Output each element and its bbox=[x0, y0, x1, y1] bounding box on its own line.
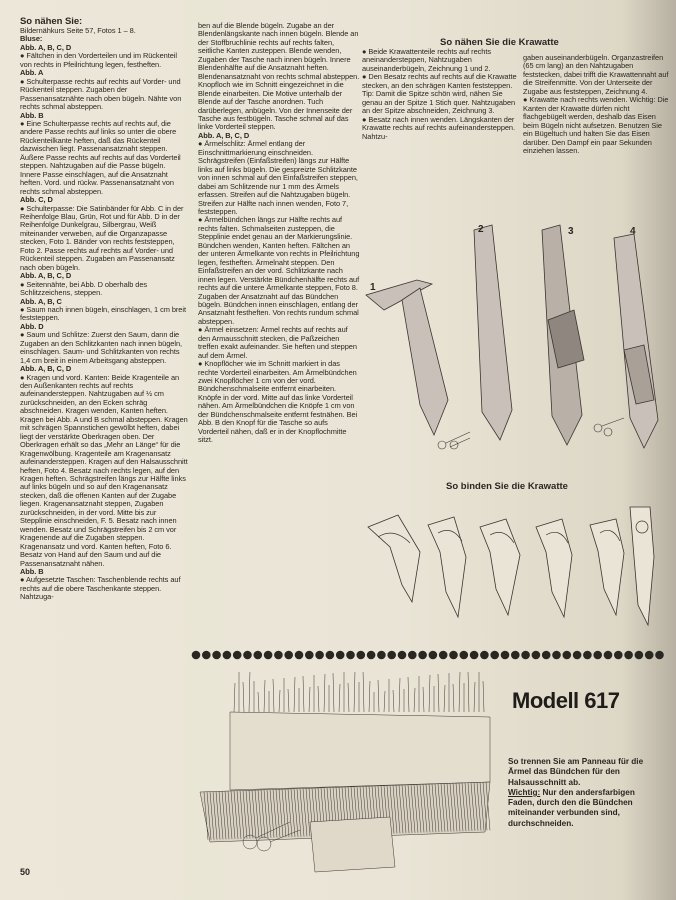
paragraph: ● Ärmelbündchen längs zur Hälfte rechts auf rechts falten. Schmalseiten zusteppen, die Stepplinie endet genau an der Markierungslinie. Bündchen wenden, Kanten heften. Fältchen an der unteren Ärmelkante von rechts in Pfeilrichtung legen, festheften. Ärmelnaht steppen. Den Einfaßstreifen an der vord. Schlitzkante nach innen legen. Verstärkte Bündchenhälfte rechts auf rechts auf die untere Ärmelkante steppen, Foto 8. Zugaben der Ansatznaht auf das Bündchen bügeln. Bündchen innen einschlagen, entlang der Ansatznaht festheften. Von rechts rundum schmal absteppen. bbox=[198, 215, 360, 326]
fringe-thread bbox=[399, 678, 400, 712]
divider-dot bbox=[408, 651, 417, 660]
divider-dot bbox=[624, 651, 633, 660]
paragraph: ● Saum nach innen bügeln, einschlagen, 1 cm breit feststeppen. bbox=[20, 304, 186, 323]
divider-dot bbox=[439, 651, 448, 660]
fringe-thread bbox=[423, 687, 424, 712]
divider-dot bbox=[501, 651, 510, 660]
paragraph: ● Schulterpasse: Die Satinbänder für Abb. C in der Reihenfolge Blau, Grün, Rot und für Abb. D in der Reihenfolge Dunkelgrau, Silbergrau, Weiß miteinander verweben, auf die Organzapasse stecken, Foto 1. Bänder von rechts feststeppen, Foto 2. Passe rechts auf rechts auf Vorder- und Rückenteil steppen. Zugaben am Passenansatz nach oben bügeln. bbox=[20, 203, 184, 272]
heading: So nähen Sie: bbox=[20, 16, 83, 27]
divider-dot bbox=[357, 651, 366, 660]
fringe-thread bbox=[339, 684, 340, 712]
paragraph: ● Krawatte nach rechts wenden. Wichtig: Die Kanten der Krawatte dürfen nicht flachgebügelt werden, deshalb das Eisen beim Bügeln nicht aufsetzen. Benutzen Sie ein Bügeltuch und halten Sie das Eisen darüber. Den Dampf ein paar Sekunden einziehen lassen. bbox=[523, 95, 669, 155]
abb-label: Abb. A, B, C, D bbox=[198, 130, 250, 140]
fringe-thread bbox=[333, 673, 334, 712]
divider-dot bbox=[398, 651, 407, 660]
abb-label: Abb. B bbox=[20, 567, 44, 576]
paragraph: ● Saum und Schlitze: Zuerst den Saum, dann die Zugaben an den Schlitzkanten nach innen bügeln, einschlagen. Saum- und Schlitzkanten von rechts 1,4 cm breit in einem Arbeitsgang absteppen. bbox=[20, 330, 183, 365]
paragraph: ● Eine Schulterpasse rechts auf rechts auf, die andere Passe rechts auf links so unter die obere Rückenteilkante heften, daß das Rückenteil dazwischen liegt. Passenansatznaht steppen. Äußere Passe rechts auf rechts auf das Vorderteil steppen. Nahtzugaben auf die Passe bügeln. Innere Passe einschlagen, auf die Ansatznaht heften. Vord. und rückw. Passenansatznaht von rechts schmal absteppen. bbox=[20, 118, 181, 196]
fringe-thread bbox=[348, 683, 349, 712]
divider-dot bbox=[367, 651, 376, 660]
intro: Bildernähkurs Seite 57, Fotos 1 – 8. bbox=[20, 26, 136, 35]
abb-label: Abb. A, B, C, D bbox=[20, 271, 72, 281]
drawing-label: 2 bbox=[478, 224, 484, 235]
fringe-thread bbox=[393, 690, 394, 712]
krawatte-column-1 bbox=[362, 48, 520, 141]
fringe-thread bbox=[273, 679, 274, 712]
paragraph: gaben auseinanderbügeln. Organzastreifen (65 cm lang) an den Nahtzugaben feststecken, dabei trifft die Krawattennaht auf die Streifenmitte. Von der Unterseite der Zugabe aus feststeppen, Zeichnung 4. bbox=[523, 53, 669, 96]
divider-dot bbox=[418, 651, 427, 660]
binden-title: So binden Sie die Krawatte bbox=[446, 481, 568, 492]
divider-dot bbox=[284, 651, 293, 660]
krawatte-title: So nähen Sie die Krawatte bbox=[440, 37, 559, 48]
divider-dot bbox=[274, 651, 283, 660]
abb-label: Abb. B bbox=[20, 110, 44, 120]
divider-dot bbox=[429, 651, 438, 660]
dotted-divider bbox=[190, 648, 670, 662]
paragraph: ● Schulterpasse rechts auf rechts auf Vorder- und Rückenteil steppen. Zugaben der Passenansatznähte nach oben bügeln. Nähte von rechts schmal absteppen. bbox=[20, 76, 182, 112]
divider-dot bbox=[532, 651, 541, 660]
abb-label: Abb. A, B, C bbox=[20, 296, 62, 306]
divider-dot bbox=[202, 651, 211, 660]
divider-dot bbox=[326, 651, 335, 660]
fringe-thread bbox=[324, 674, 325, 712]
paragraph: ● Beide Krawattenteile rechts auf rechts aneinandersteppen, Nahtzugaben auseinanderbügeln, Zeichnung 1 und 2. bbox=[362, 47, 491, 73]
divider-dot bbox=[315, 651, 324, 660]
divider-dot bbox=[490, 651, 499, 660]
fringe-thread bbox=[363, 672, 364, 712]
divider-dot bbox=[563, 651, 572, 660]
drawing-label: 1 bbox=[370, 282, 376, 293]
fringe-thread bbox=[483, 681, 484, 712]
fringe-thread bbox=[243, 682, 244, 712]
fringe-thread bbox=[453, 684, 454, 712]
fringe-thread bbox=[258, 692, 259, 712]
divider-dot bbox=[604, 651, 613, 660]
fringe-thread bbox=[249, 672, 250, 712]
divider-dot bbox=[542, 651, 551, 660]
abb-label: Abb. D bbox=[20, 321, 44, 331]
abb-label: Abb. A bbox=[20, 68, 44, 78]
divider-dot bbox=[377, 651, 386, 660]
divider-dot bbox=[593, 651, 602, 660]
paragraph: ben auf die Blende bügeln. Zugabe an der Blendenlängskante nach innen bügeln. Blende an der Stoffbruchlinie rechts auf rechts falten, seitliche Kanten zusteppen. Blende wenden, Zugaben der Tasche nach innen bügeln. Innere Blendenhälfte auf die Ansatznaht heften. Blendenansatznaht von rechts schmal absteppen. Knopfloch wie im Schnitt eingezeichnet in die Blende einarbeiten. Die Motive unterhalb der Blende auf der Tasche anordnen. Tuch darüberlegen, anbügeln. Von der Innenseite der Tasche aus festbügeln. Tasche schmal auf das linke Vorderteil steppen. bbox=[198, 21, 360, 132]
middle-column bbox=[198, 22, 360, 445]
divider-dot bbox=[521, 651, 530, 660]
abb-label: Abb. A, B, C, D bbox=[20, 42, 72, 52]
panneau-illustration bbox=[190, 672, 505, 877]
divider-dot bbox=[233, 651, 242, 660]
fringe-thread bbox=[468, 672, 469, 712]
divider-dot bbox=[264, 651, 273, 660]
paragraph: ● Ärmelschlitz: Ärmel entlang der Einschnittmarkierung einschneiden. Schrägstreifen (Einfaßstreifen) längs zur Hälfte links auf links bügeln. Die gespreizte Schlitzkante von innen schmal auf den Einfaßstreifen steppen, dabei am Schlitzende nur 1 mm des Ärmels erfassen. Streifen auf die Nahtzugaben bügeln. Streifen zur Hälfte nach innen wenden, Foto 7, feststeppen. bbox=[198, 139, 358, 216]
divider-dot bbox=[614, 651, 623, 660]
model-note: So trennen Sie am Panneau für die Ärmel das Bündchen für den Halsausschnitt ab. Wichtig: Nur den andersfarbigen Faden, durch den die Bündchen miteinander verbunden sind, durchschneiden. bbox=[508, 757, 644, 828]
fringe-thread bbox=[318, 686, 319, 712]
divider-dot bbox=[212, 651, 221, 660]
fringe-thread bbox=[369, 681, 370, 712]
divider-dot bbox=[243, 651, 252, 660]
fringe-thread bbox=[378, 680, 379, 712]
divider-dot bbox=[470, 651, 479, 660]
abb-label: Abb. C, D bbox=[20, 195, 53, 205]
fringe-thread bbox=[234, 683, 235, 712]
paragraph: ● Knopflöcher wie im Schnitt markiert in das rechte Vorderteil einarbeiten. Am Ärmelbündchen zwei Knopflöcher 1 cm von der vord. Bündchenschmalseite entfernt einarbeiten. Knöpfe in der vord. Mitte auf das linke Vorderteil nähen. Am Ärmelbündchen die Knöpfe 1 cm von der Bündchenschmalseite entfernt festnähen. Bei Abb. B den Knopf für die Tasche so aufs Vorderteil nähen, daß er in der Knopflochmitte sitzt. bbox=[198, 359, 358, 445]
krawatte-column-2 bbox=[523, 54, 673, 155]
divider-dot bbox=[460, 651, 469, 660]
divider-dot bbox=[655, 651, 664, 660]
paragraph: ● Kragen und vord. Kanten: Beide Kragenteile an den Außenkanten rechts auf rechts aufeinandersteppen. Nahtzugaben auf ½ cm zurückschneiden, an den Ecken schräg abschneiden. Kragen wenden, Kanten heften. Kragen bei Abb. A und B schmal absteppen. Kragen mit schrägen Spannstichen gewölbt heften, dabei liegt der verstärkte Oberkragen oben. Der Oberkragen erhält so das „Mehr an Länge“ für die Kragenwölbung. Kragenteile am Kragenansatz aufeinandersteppen. Kragen auf den Halsausschnitt heften, Foto 4. Besatz nach rechts legen, auf den Kragen heften. Schrägstreifen längs zur Hälfte links auf links bügeln und so auf den Kragenansatz stecken, daß die offenen Kanten auf der Zugabe liegen. Kragenansatznaht steppen, Zugaben zurückschneiden, in der vord. Mitte bis zur Stepplinie einschneiden, F. 5. Besatz nach innen wenden. Besatz und Schrägstreifen bis 2 cm vor Kragenende auf die Zugaben steppen. Kragenansatz und vord. Kanten heften, Foto 6. Besatz von Hand auf den Saum und auf die Passenansatznaht nähen. bbox=[20, 372, 188, 568]
tie-knot-illustration bbox=[358, 497, 668, 637]
divider-dot bbox=[387, 651, 396, 660]
fringe-thread bbox=[474, 682, 475, 712]
divider-dot bbox=[295, 651, 304, 660]
tie-sewing-illustration bbox=[362, 200, 662, 470]
paragraph: ● Seitennähte, bei Abb. D oberhalb des Schlitzzeichens, steppen. bbox=[20, 279, 148, 298]
paragraph: ● Ärmel einsetzen: Ärmel rechts auf rechts auf den Armausschnitt stecken, die Paßzeichen treffen exakt aufeinander. Sie heften und steppen auf dem Ärmel. bbox=[198, 325, 357, 360]
fringe-thread bbox=[408, 677, 409, 712]
divider-dot bbox=[573, 651, 582, 660]
divider-dot bbox=[346, 651, 355, 660]
abb-label: Abb. A, B, C, D bbox=[20, 364, 72, 374]
left-column bbox=[20, 16, 188, 602]
divider-dot bbox=[449, 651, 458, 660]
divider-dot bbox=[223, 651, 232, 660]
fringe-thread bbox=[264, 680, 265, 712]
paragraph: ● Besatz nach innen wenden. Längskanten der Krawatte rechts auf rechts aufeinandersteppen. Nahtzu- bbox=[362, 114, 515, 141]
page-number: 50 bbox=[20, 867, 31, 877]
paragraph: ● Aufgesetzte Taschen: Taschenblende rechts auf rechts auf die obere Taschenkante steppen. Nahtzuga- bbox=[20, 575, 181, 602]
section-bluse: Bluse: bbox=[20, 34, 43, 44]
fringe-thread bbox=[279, 690, 280, 712]
fringe-thread bbox=[459, 672, 460, 712]
fringe-thread bbox=[429, 675, 430, 712]
fringe-thread bbox=[288, 689, 289, 712]
paragraph: ● Fältchen in den Vorderteilen und im Rückenteil von rechts in Pfeilrichtung legen, festheften. bbox=[20, 51, 177, 69]
fringe-thread bbox=[294, 677, 295, 712]
fringe-thread bbox=[384, 691, 385, 712]
divider-dot bbox=[645, 651, 654, 660]
fringe-thread bbox=[438, 674, 439, 712]
model-title: Modell 617 bbox=[512, 688, 620, 713]
divider-dot bbox=[511, 651, 520, 660]
fringe-thread bbox=[414, 688, 415, 712]
divider-dot bbox=[583, 651, 592, 660]
divider-dot bbox=[254, 651, 263, 660]
drawing-label: 4 bbox=[630, 226, 636, 237]
fringe-thread bbox=[309, 687, 310, 712]
divider-dot bbox=[336, 651, 345, 660]
fringe-thread bbox=[303, 676, 304, 712]
divider-dot bbox=[552, 651, 561, 660]
drawing-label: 3 bbox=[568, 226, 574, 237]
divider-dot bbox=[305, 651, 314, 660]
fringe-thread bbox=[444, 685, 445, 712]
divider-dot bbox=[635, 651, 644, 660]
divider-dot bbox=[480, 651, 489, 660]
divider-dot bbox=[192, 651, 201, 660]
paragraph: ● Den Besatz rechts auf rechts auf die Krawatte stecken, an den schrägen Kanten feststeppen. Tip: Damit die Spitze schön wird, nähen Sie genau an der Spitze 1 Stich quer. Nahtzugaben an der Spitze abschneiden, Zeichnung 3. bbox=[362, 72, 517, 116]
fringe-thread bbox=[354, 672, 355, 712]
